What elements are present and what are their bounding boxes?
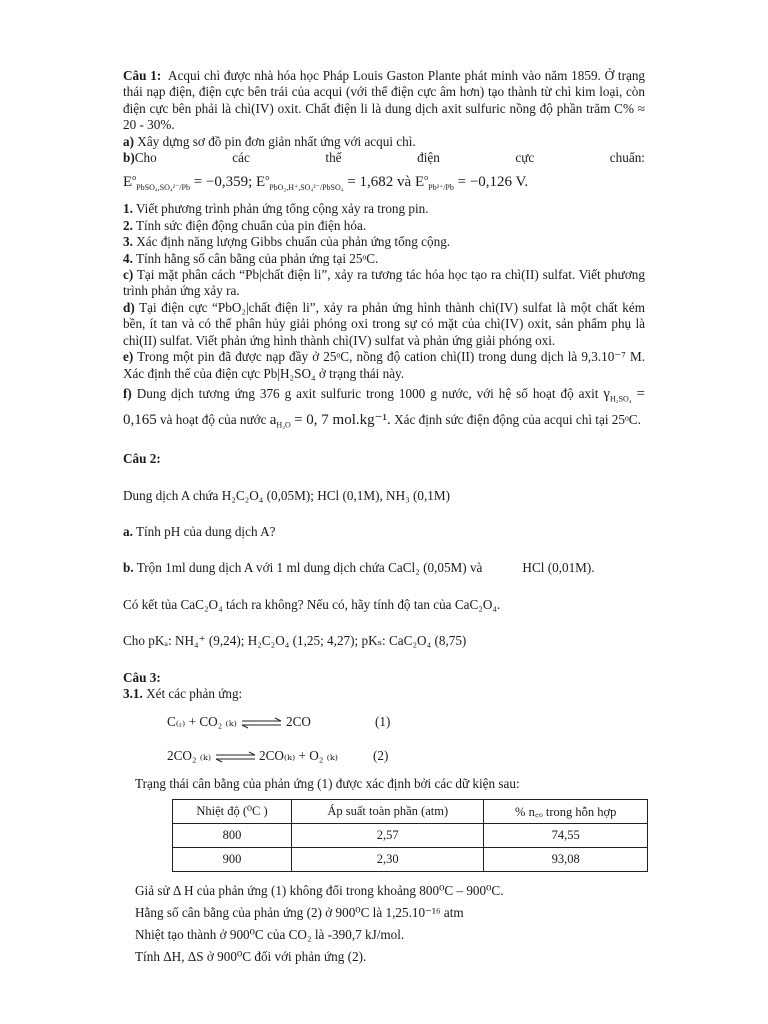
- q1-c-label: c): [123, 267, 134, 283]
- q1-item-4: [123, 251, 645, 267]
- reaction-2: [123, 748, 645, 770]
- k2-text: Hằng số cân bằng của phản ứng (2) ở 900⁰C là 1,25.10⁻¹⁶ atm: [135, 904, 464, 920]
- assumption-text: Giả sử Δ H của phản ứng (1) không đổi trong khoảng 800⁰C – 900⁰C.: [135, 882, 504, 898]
- q1-c-text: Tại mặt phân cách “Pb|chất điện li”, xảy ra tương tác hóa học tạo ra chì(II) sulfat. Viết phương trình phản ứng xảy ra.: [123, 267, 645, 299]
- task-text: Tính ΔH, ΔS ở 900⁰C đối với phản ứng (2).: [135, 948, 367, 964]
- table-header-cell: Áp suất toàn phần (atm): [292, 799, 484, 823]
- q1-f-and: và: [160, 411, 173, 427]
- q1-f-text-2a: hoạt độ của nước: [175, 411, 267, 427]
- item-number: 1.: [123, 201, 133, 217]
- q1-part-b: [123, 150, 645, 166]
- table-cell: 93,08: [484, 847, 648, 871]
- item-number: 3.: [123, 234, 133, 250]
- q1-b-word: các: [232, 150, 250, 166]
- q2-b-label: b.: [123, 560, 134, 576]
- q2-part-b: [123, 560, 645, 576]
- table-row: [173, 847, 648, 871]
- heat-of-formation-text: Nhiệt tạo thành ở 900⁰C của CO₂ là -390,7 kJ/mol.: [135, 926, 405, 942]
- q1-heading: Câu 1:: [123, 68, 162, 83]
- table-cell: 800: [173, 823, 292, 847]
- item-text: Tính sức điện động chuẩn của pin điện hóa.: [135, 217, 367, 233]
- item-number: 2.: [123, 217, 133, 233]
- q2-part-a: [123, 524, 645, 540]
- q1-f-text-2b: Xác định sức điện động của acqui chì tại 25ᵒC.: [394, 411, 641, 427]
- q1-item-1: [123, 201, 645, 217]
- q3-sub-label: 3.1.: [123, 686, 143, 702]
- q1-b-label: b): [123, 150, 135, 166]
- e3-subscript: Pb²⁺/Pb: [428, 183, 454, 193]
- q1-item-2: [123, 218, 645, 234]
- q3-sub-text: Xét các phản ứng:: [146, 686, 243, 702]
- item-text: Viết phương trình phản ứng tổng cộng xảy ra trong pin.: [135, 201, 429, 217]
- q2-a-text: Tính pH của dung dịch A?: [135, 524, 276, 539]
- reaction-2-right: 2CO₍ₖ₎ + O₂ ₍ₖ₎: [259, 748, 338, 764]
- table-header-cell: % n꜀ₒ trong hỗn hợp: [484, 799, 648, 823]
- equilibrium-arrow-icon: [241, 714, 283, 730]
- q1-part-d: [123, 300, 645, 349]
- e3-value: = −0,126 V.: [457, 174, 529, 191]
- q3-heading: Câu 3:: [123, 669, 161, 685]
- q1-item-3: [123, 234, 645, 250]
- spacer: [123, 577, 645, 597]
- spacer: [123, 613, 645, 633]
- and-word: và: [397, 174, 412, 191]
- q1-b-word-0: [123, 150, 157, 166]
- gamma-symbol: γ: [603, 385, 610, 402]
- q1-part-a: [123, 134, 645, 150]
- gamma-value: = 0,165: [123, 385, 646, 428]
- q2-a-label: a.: [123, 524, 133, 539]
- q1-intro-text: Acqui chì được nhà hóa học Pháp Louis Gaston Plante phát minh vào năm 1859. Ở trạng thái nạp điện, điện cực bên trái của acqui (với thế điện cực âm hơn) tạo thành từ chì kim loại, còn điện cực bên phải là chì(IV) oxit. Chất điện li là dung dịch axit sulfuric nồng độ phần trăm C% ≈ 20 - 30%.: [123, 68, 646, 133]
- item-text: Tính hằng số cân bằng của phản ứng tại 25ᵒC.: [135, 250, 379, 266]
- q1-part-f: [123, 384, 645, 435]
- table-cell: 74,55: [484, 823, 648, 847]
- e2-subscript: PbO₂,H⁺,SO₄²⁻/PbSO₄: [269, 183, 344, 193]
- q1-f-label: f): [123, 385, 132, 401]
- spacer: [123, 435, 645, 451]
- gamma-subscript: H₂SO₄: [610, 394, 632, 404]
- q1-b-word: chuẩn:: [609, 150, 645, 166]
- spacer: [123, 504, 645, 524]
- q1-part-c: [123, 267, 645, 300]
- spacer: [123, 468, 645, 488]
- reaction-1-number: (1): [375, 714, 391, 730]
- e1-value: = −0,359;: [193, 174, 253, 191]
- e2-value: = 1,682: [347, 174, 394, 191]
- activity-value: = 0, 7 mol.kg⁻¹.: [294, 411, 391, 428]
- q1-d-label: d): [123, 299, 135, 315]
- q1-b-word: Cho: [134, 150, 157, 166]
- table-cell: 2,30: [292, 847, 484, 871]
- q1-a-label: a): [123, 133, 134, 149]
- q1-b-word: thế: [325, 150, 342, 166]
- q1-part-e: [123, 349, 645, 382]
- standard-potentials-equation: $E^o_{PbSO_4,SO_4^{2-}/Pb} = -0,359$; $E^o_{PbO_2,H^+,SO_4^{2-}/PbSO_4} = 1,682$ và $E^o_{Pb^{2+}/Pb} = -0,126$ V.: [123, 173, 529, 193]
- q2-given-constants: Cho pKₐ: NH₄⁺ (9,24); H₂C₂O₄ (1,25; 4,27); pKₛ: CaC₂O₄ (8,75): [123, 633, 467, 649]
- activity-subscript: H₂O: [276, 420, 291, 430]
- q2-heading: Câu 2:: [123, 451, 161, 467]
- q2-solution: Dung dịch A chứa H₂C₂O₄ (0,05M); HCl (0,1M), NH₃ (0,1M): [123, 487, 450, 503]
- document-page: [123, 68, 645, 968]
- q1-d-text: Tại điện cực “PbO₂|chất điện li”, xảy ra phản ứng hình thành chì(IV) sulfat là một chất kém bền, ít tan và có thể phân hủy giải phóng oxi trong sự có mặt của chì(IV) oxit, sản phẩm phụ là chì(II) sulfat. Viết phản ứng hình thành chì(IV) sulfat và phản ứng giải phóng oxi.: [123, 299, 645, 348]
- activity-symbol: a: [269, 411, 277, 428]
- reaction-2-number: (2): [373, 748, 389, 764]
- table-row: [173, 823, 648, 847]
- table-intro: Trạng thái cân bằng của phản ứng (1) được xác định bởi các dữ kiện sau:: [135, 776, 520, 792]
- q1-intro-paragraph: [123, 68, 645, 134]
- q1-e-text: Trong một pin đã được nạp đầy ở 25ᵒC, nồng độ cation chì(II) trong dung dịch là 9,3.10⁻⁷ M. Xác định thế của điện cực Pb|H₂SO₄ ở trạng thái này.: [123, 349, 645, 381]
- q2-b-text-tail: HCl (0,01M).: [522, 560, 595, 576]
- q1-e-label: e): [123, 349, 134, 365]
- reaction-1-left: C₍ᵣ₎ + CO₂ ₍ₖ₎: [167, 714, 237, 730]
- equilibrium-data-table: [172, 799, 648, 872]
- table-header-row: [173, 799, 648, 823]
- table-cell: 900: [173, 847, 292, 871]
- spacer: [123, 540, 645, 560]
- item-number: 4.: [123, 250, 133, 266]
- spacer: [123, 650, 645, 670]
- table-cell: 2,57: [292, 823, 484, 847]
- q1-b-word: điện: [417, 150, 440, 166]
- q2-precipitate-question: Có kết tủa CaC₂O₄ tách ra không? Nếu có, hãy tính độ tan của CaC₂O₄.: [123, 596, 501, 612]
- reaction-1: [123, 714, 645, 736]
- e1-subscript: PbSO₄,SO₄²⁻/Pb: [136, 183, 190, 193]
- q1-b-word: cực: [515, 150, 535, 166]
- q2-b-text: Trộn 1ml dung dịch A với 1 ml dung dịch chứa CaCl₂ (0,05M) và: [136, 560, 483, 576]
- table-header-cell: Nhiệt độ (⁰C ): [173, 799, 292, 823]
- reaction-2-left: 2CO₂ ₍ₖ₎: [167, 748, 212, 764]
- equilibrium-arrow-icon: [215, 748, 257, 764]
- item-text: Xác định năng lượng Gibbs chuẩn của phản ứng tổng cộng.: [136, 234, 451, 250]
- reaction-1-right: 2CO: [286, 714, 311, 730]
- q1-a-text: Xây dựng sơ đồ pin đơn giản nhất ứng với acqui chì.: [137, 133, 416, 149]
- q1-f-text-1: Dung dịch tương ứng 376 g axit sulfuric trong 1000 g nước, với hệ số hoạt độ axit: [136, 385, 599, 401]
- q3-sub-heading: [123, 686, 645, 702]
